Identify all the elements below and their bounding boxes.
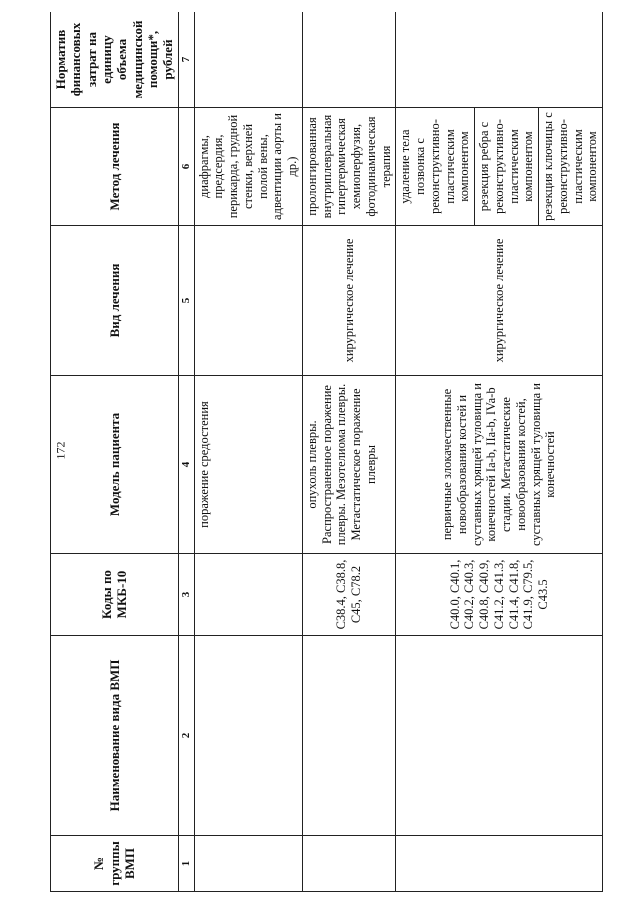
column-number: 3 [178,554,194,636]
column-number: 2 [178,636,194,836]
method-item: удаление тела позвонка с реконструктивно-пластическим компонентом [396,108,474,225]
method-list [396,108,602,225]
column-number: 4 [178,376,194,554]
vmp-table [50,12,603,892]
patient-model-cell: опухоль плевры. Распространенное поражение плевры. Мезотелиома плевры. Метастатическое поражение плевры [302,376,396,554]
header-row [51,12,179,892]
column-number: 5 [178,226,194,376]
column-number: 1 [178,836,194,892]
patient-model-cell: первичные злокачественные новообразования костей и суставных хрящей туловища и конечностей Ia-b, IIa-b, IVa-b стадии. Метастатические новообразования костей, суставных хрящей туловища и конечностей [396,376,603,554]
cost-standard-cell [396,12,603,108]
page-number: 172 [53,441,68,460]
method-item: резекция ключицы с реконструктивно-пластическим компонентом [541,112,600,221]
table-row [396,12,603,892]
treatment-method-cell: пролонгированная внутриплевральная гипертермическая хемиоперфузия, фотодинамическая терапия [302,108,396,226]
icd-codes-cell [194,554,302,636]
header-treatment-method: Метод лечения [51,108,179,226]
header-treatment-type: Вид лечения [51,226,179,376]
column-number-row [178,12,194,892]
rotated-page [50,12,630,892]
table-row [302,12,396,892]
column-number: 6 [178,108,194,226]
treatment-type-cell: хирургическое лечение [302,226,396,376]
icd-codes-cell: C38.4, C38.8, C45, C78.2 [302,554,396,636]
header-vmp-name: Наименование вида ВМП [51,636,179,836]
cost-standard-cell [302,12,396,108]
treatment-type-cell: хирургическое лечение [396,226,603,376]
method-item: резекция ребра с реконструктивно-пластическим компонентом [475,108,539,225]
header-group-number: № группы ВМП [51,836,179,892]
header-icd-codes: Коды по МКБ-10 [51,554,179,636]
patient-model-cell: поражение средостения [194,376,302,554]
treatment-type-cell [194,226,302,376]
cost-standard-cell [194,12,302,108]
table-row [194,12,302,892]
group-number-cell [302,836,396,892]
treatment-method-cell [396,108,603,226]
column-number: 7 [178,12,194,108]
vmp-name-cell [396,636,603,836]
vmp-name-cell [194,636,302,836]
group-number-cell [194,836,302,892]
treatment-method-cell: диафрагмы, предсердия, перикарда, грудной стенки, верхней полой вены, адвентиции аорты и др.) [194,108,302,226]
header-cost-standard: Норматив финансовых затрат на единицу объема медицинской помощи*, рублей [51,12,179,108]
group-number-cell [396,836,603,892]
header-patient-model: Модель пациента [51,376,179,554]
vmp-name-cell [302,636,396,836]
icd-codes-cell: C40.0, C40.1, C40.2, C40.3, C40.8, C40.9, C41.2, C41.3, C41.4, C41.8, C41.9, C79.5, C43.5 [396,554,603,636]
